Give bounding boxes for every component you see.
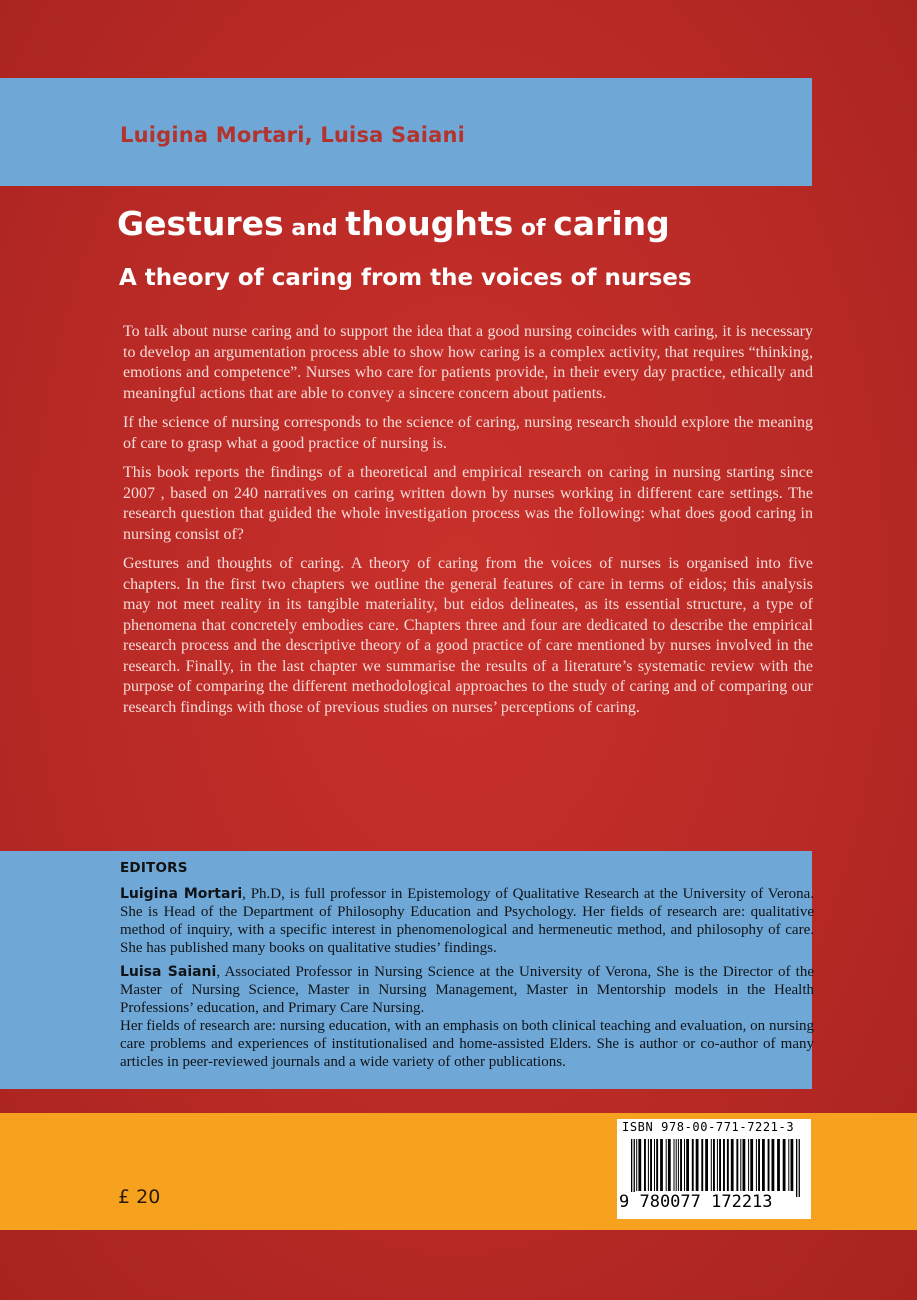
barcode-bar: [638, 1139, 641, 1191]
title-word-of: of: [513, 216, 554, 241]
barcode-bar: [650, 1139, 652, 1191]
editor-name-saiani: Luisa Saiani: [120, 964, 217, 980]
barcode-bar: [680, 1139, 682, 1191]
barcode-bar: [668, 1139, 671, 1191]
barcode-bar: [768, 1139, 770, 1191]
barcode-bar: [692, 1139, 694, 1191]
barcode-bar: [686, 1139, 689, 1191]
barcode-bar: [758, 1139, 760, 1191]
barcode-bar: [636, 1139, 637, 1191]
title-word-caring: caring: [553, 204, 670, 243]
barcode-bar: [711, 1139, 712, 1191]
barcode-bar: [631, 1139, 632, 1197]
barcode-digits: 9 780077 172213: [619, 1192, 773, 1212]
barcode-bar: [684, 1139, 685, 1191]
barcode-bar: [772, 1139, 775, 1191]
barcode-bar: [666, 1139, 667, 1191]
barcode: [617, 1137, 811, 1199]
editor-name-mortari: Luigina Mortari: [120, 886, 243, 902]
barcode-bar: [736, 1139, 738, 1191]
barcode-bar: [696, 1139, 699, 1191]
editor-text-mortari: , Ph.D, is full professor in Epistemology of Qualitative Research at the University of Verona. She is Head of the Department of Philosophy Education and Psychology. Her fields of research are: qualitative method of inquiry, with a specific interest in phenomenological and hermeneutic method, and philosophy of care. She has published many books on qualitative studies’ findings.: [120, 886, 815, 956]
editor-bio-saiani-2: Her fields of research are: nursing education, with an emphasis on both clinical teaching and evaluation, on nursing care problems and experiences of institutionalised and home-assisted Elders. She is author or co-author of many articles in peer-reviewed journals and a wide variety of other publications.: [120, 1018, 814, 1070]
barcode-bar: [740, 1139, 741, 1191]
blurb-paragraph-4: Gestures and thoughts of caring. A theory of caring from the voices of nurses is organised into five chapters. In the first two chapters we outline the general features of care in terms of eidos; this analysis may not meet reality in its tangible materiality, but eidos delineates, as its essential structure, a type of phenomena that concretely embodies care. Chapters three and four are dedicated to describe the empirical research process and the descriptive theory of a good practice of care mentioned by nurses involved in the research. Finally, in the last chapter we summarise the results of a literature’s systematic review with the purpose of comparing the different methodological approaches to the study of caring and of comparing our research findings with those of previous studies on nurses’ perceptions of caring.: [123, 555, 813, 716]
blurb: [123, 322, 813, 727]
editor-bio-mortari: [120, 885, 814, 957]
barcode-bar: [719, 1139, 721, 1191]
barcode-bar: [705, 1139, 708, 1191]
barcode-bar: [676, 1139, 677, 1191]
barcode-bar: [783, 1139, 786, 1191]
editors-heading: EDITORS: [120, 860, 188, 876]
barcode-bar: [796, 1139, 797, 1197]
barcode-bar: [678, 1139, 679, 1191]
barcode-bar: [731, 1139, 734, 1191]
barcode-bar: [762, 1139, 765, 1191]
book-title: [117, 204, 670, 243]
barcode-bar: [660, 1139, 663, 1191]
price: £ 20: [118, 1186, 161, 1208]
barcode-bar: [788, 1139, 789, 1191]
barcode-bar: [701, 1139, 703, 1191]
barcode-bar: [713, 1139, 715, 1191]
barcode-bar: [777, 1139, 780, 1191]
barcode-bar: [648, 1139, 649, 1191]
isbn-label: ISBN 978-00-771-7221-3: [622, 1120, 795, 1134]
barcode-bar: [727, 1139, 729, 1191]
barcode-bar: [674, 1139, 675, 1191]
barcode-bar: [756, 1139, 757, 1191]
barcode-bar: [717, 1139, 718, 1191]
barcode-bar: [799, 1139, 800, 1197]
editor-bio-saiani: [120, 963, 814, 1017]
title-word-thoughts: thoughts: [345, 204, 514, 243]
author-names: Luigina Mortari, Luisa Saiani: [120, 123, 466, 147]
blurb-paragraph-3: This book reports the findings of a theoretical and empirical research on caring in nursing starting since 2007 , based on 240 narratives on caring written down by nurses working in different care settings. The research question that guided the whole investigation process was the following: what does good caring in nursing consist of?: [123, 464, 813, 543]
barcode-bar: [634, 1139, 635, 1197]
book-subtitle: A theory of caring from the voices of nurses: [119, 265, 692, 291]
blurb-paragraph-1: To talk about nurse caring and to support the idea that a good nursing coincides with caring, it is necessary to develop an argumentation process able to show how caring is a complex activity, that requires “thinking, emotions and competence”. Nurses who care for patients provide, in their every day practice, ethically and meaningful actions that are able to convey a sincere concern about patients.: [123, 323, 813, 402]
editors-bios: [120, 885, 814, 1077]
barcode-bar: [748, 1139, 749, 1191]
title-word-and: and: [283, 216, 346, 241]
barcode-bar: [750, 1139, 753, 1191]
barcode-bar: [723, 1139, 725, 1191]
title-word-gestures: Gestures: [117, 204, 284, 243]
barcode-bar: [743, 1139, 746, 1191]
blurb-paragraph-2: If the science of nursing corresponds to the science of caring, nursing research should explore the meaning of care to grasp what a good practice of nursing is.: [123, 414, 813, 452]
barcode-bar: [654, 1139, 655, 1191]
barcode-bar: [791, 1139, 794, 1191]
barcode-bar: [656, 1139, 658, 1191]
barcode-bar: [644, 1139, 646, 1191]
editor-text-saiani: , Associated Professor in Nursing Science at the University of Verona, She is the Director of the Master of Nursing Science, Master in Nursing Management, Master in Mentorship models in the Health Professions’ education, and Primary Care Nursing.: [120, 964, 814, 1016]
